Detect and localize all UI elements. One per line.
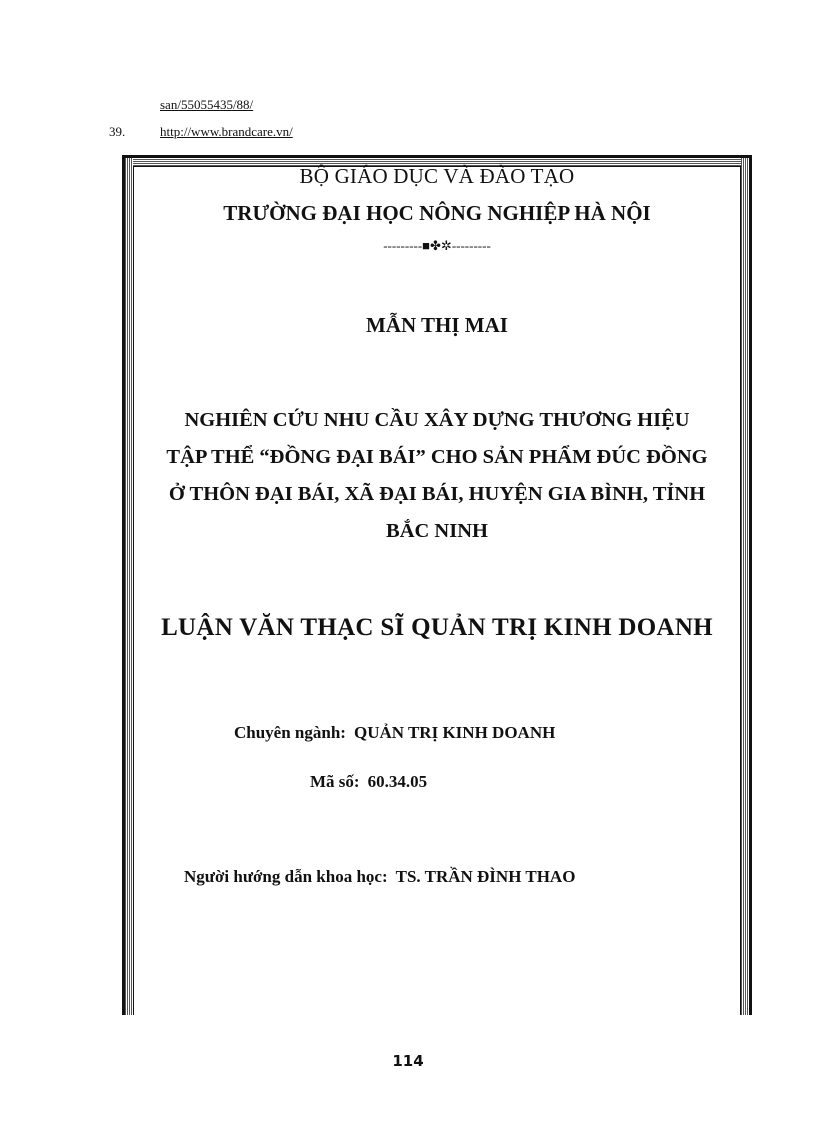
code-line bbox=[310, 772, 427, 792]
reference-number: 39. bbox=[109, 124, 126, 139]
code-label: Mã số: bbox=[310, 772, 360, 791]
major-line bbox=[234, 723, 555, 743]
thesis-title bbox=[122, 402, 752, 550]
ministry-name: BỘ GIÁO DỤC VÀ ĐÀO TẠO bbox=[299, 164, 575, 188]
degree-title: LUẬN VĂN THẠC SĨ QUẢN TRỊ KINH DOANH bbox=[161, 614, 713, 641]
advisor-label: Người hướng dẫn khoa học: bbox=[184, 867, 388, 886]
reference-url-line bbox=[160, 124, 293, 140]
thesis-title-line: Ở THÔN ĐẠI BÁI, XÃ ĐẠI BÁI, HUYỆN GIA BÌNH, TỈNH bbox=[168, 483, 706, 505]
reference-link-brandcare[interactable]: http://www.brandcare.vn/ bbox=[160, 124, 293, 139]
thesis-title-line: TẬP THỂ “ĐỒNG ĐẠI BÁI” CHO SẢN PHẨM ĐÚC ĐỒNG bbox=[166, 446, 708, 468]
page-number: 114 bbox=[392, 1052, 424, 1070]
cover-frame-inner bbox=[133, 166, 741, 1015]
advisor-value: TS. TRẦN ĐÌNH THAO bbox=[395, 867, 576, 886]
thesis-title-line: BẮC NINH bbox=[386, 520, 488, 542]
university-name: TRƯỜNG ĐẠI HỌC NÔNG NGHIỆP HÀ NỘI bbox=[223, 201, 651, 225]
thesis-title-line: NGHIÊN CỨU NHU CẦU XÂY DỰNG THƯƠNG HIỆU bbox=[184, 409, 690, 431]
ornament-divider: ---------■✤✲--------- bbox=[383, 238, 491, 253]
reference-continuation bbox=[160, 97, 253, 113]
author-name: MẪN THỊ MAI bbox=[366, 313, 508, 337]
major-label: Chuyên ngành: bbox=[234, 723, 346, 742]
code-value: 60.34.05 bbox=[367, 772, 428, 791]
reference-link-continuation[interactable]: san/55055435/88/ bbox=[160, 97, 254, 112]
major-value: QUẢN TRỊ KINH DOANH bbox=[353, 723, 556, 742]
advisor-line bbox=[184, 867, 575, 887]
